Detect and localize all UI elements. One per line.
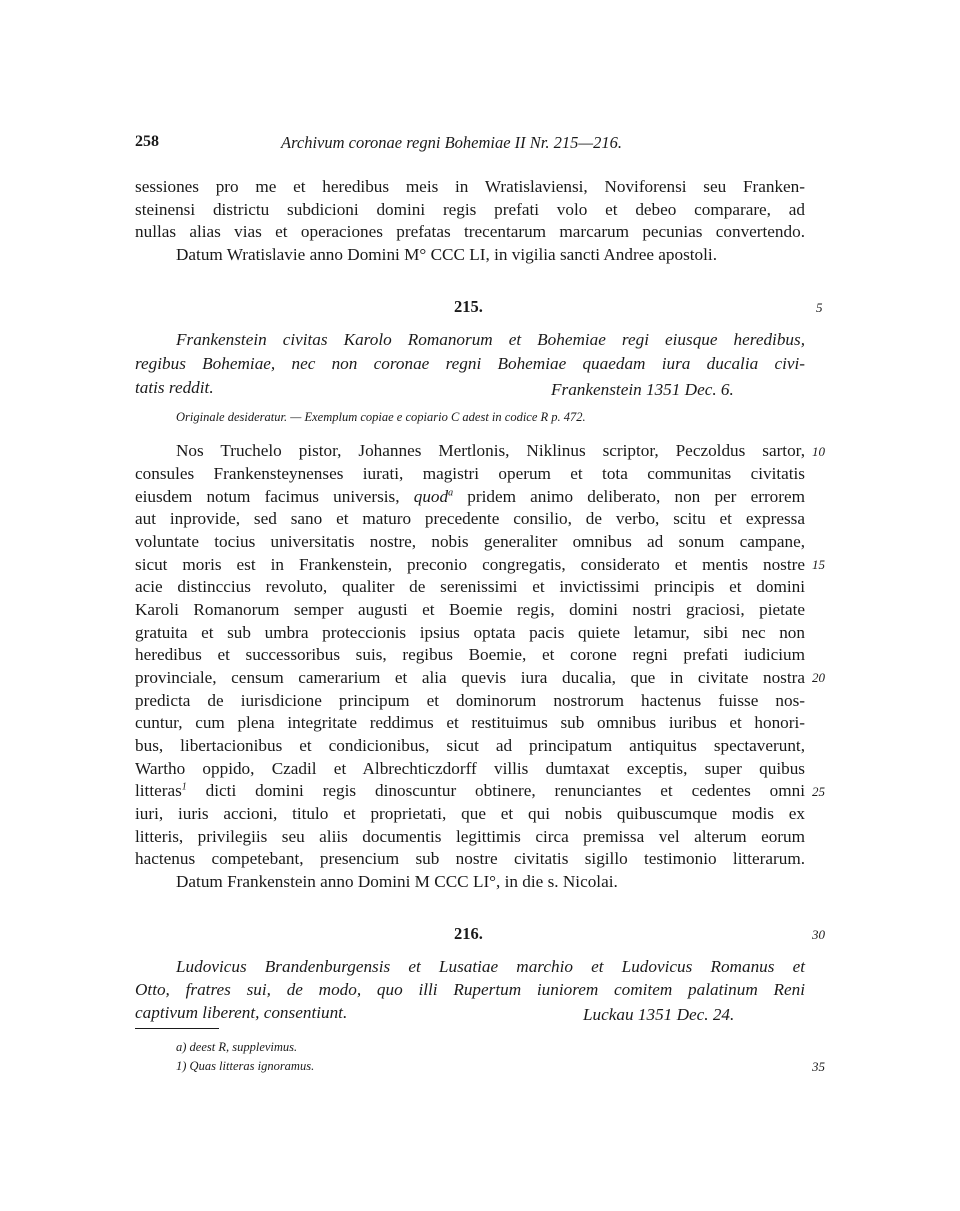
body-line: provinciale, censum camerarium et alia quevis iura ducalia, que in civitate nostra <box>135 668 805 687</box>
regest-line: captivum liberent, consentiunt. <box>135 1003 348 1022</box>
date-place: Frankenstein 1351 Dec. 6. <box>551 380 734 399</box>
document-number: 215. <box>454 297 483 316</box>
body-line: voluntate tocius universitatis nostre, nobis generaliter omnibus ad sonum campane, <box>135 532 805 551</box>
footnote-marker: 1 <box>181 781 187 793</box>
body-line: aut inprovide, sed sano et maturo precedente consilio, de verbo, scitu et expressa <box>135 509 805 528</box>
body-line: sessiones pro me et heredibus meis in Wratislaviensi, Noviforensi seu Franken- <box>135 177 805 196</box>
body-line: Wartho oppido, Czadil et Albrechticzdorff villis dumtaxat exceptis, super quibus <box>135 759 805 778</box>
body-line: gratuita et sub umbra proteccionis ipsius optata pacis quiete letamur, sibi nec non <box>135 623 805 642</box>
body-line: heredibus et successoribus suis, regibus Boemie, et corone regni prefati iudicium <box>135 645 805 664</box>
body-line: cuntur, cum plena integritate reddimus et restituimus sub omnibus iuribus et honori- <box>135 713 805 732</box>
body-line: hactenus competebant, presencium sub nostre civitatis sigillo testimonio litterarum. <box>135 849 805 868</box>
margin-line-number: 35 <box>812 1059 825 1074</box>
datum-line: Datum Wratislavie anno Domini M° CCC LI, in vigilia sancti Andree apostoli. <box>176 245 717 264</box>
body-text-italic: quod <box>413 487 449 506</box>
body-line: bus, libertacionibus et condicionibus, sicut ad principatum antiquitus spectaverunt, <box>135 736 805 755</box>
body-line: acie distinccius revoluto, qualiter de serenissimi et invictissimi principis et domini <box>135 577 805 596</box>
regest-line: Frankenstein civitas Karolo Romanorum et Bohemiae regi eiusque heredibus, <box>176 330 805 349</box>
body-line: litteris, privilegiis seu aliis documentis legittimis circa premissa vel alterum eorum <box>135 827 805 846</box>
body-text: dicti domini regis dinoscuntur obtinere, renunciantes et cedentes omni <box>186 781 805 800</box>
date-place: Luckau 1351 Dec. 24. <box>583 1005 735 1024</box>
source-note: Originale desideratur. — Exemplum copiae e copiario C adest in codice R p. 472. <box>176 410 586 424</box>
margin-line-number: 5 <box>816 300 823 315</box>
regest-line: Otto, fratres sui, de modo, quo illi Rupertum iuniorem comitem palatinum Reni <box>135 980 805 999</box>
body-line: sicut moris est in Frankenstein, preconio congregatis, considerato et mentis nostre <box>135 555 805 574</box>
regest-line: regibus Bohemiae, nec non coronae regni Bohemiae quaedam iura ducalia civi- <box>135 354 805 373</box>
body-line: consules Frankensteynenses iurati, magistri operum et tota communitas civitatis <box>135 464 805 483</box>
body-line: Nos Truchelo pistor, Johannes Mertlonis, Niklinus scriptor, Peczoldus sartor, <box>176 441 805 460</box>
margin-line-number: 10 <box>812 444 825 459</box>
margin-line-number: 25 <box>812 784 825 799</box>
footnote-marker: a <box>448 487 454 499</box>
document-number: 216. <box>454 924 483 943</box>
body-text: pridem animo deliberato, non per errorem <box>453 487 805 506</box>
body-line <box>135 780 805 803</box>
body-line: nullas alias vias et operaciones prefatas trecentarum marcarum pecunias convertendo. <box>135 222 805 241</box>
regest-line: Ludovicus Brandenburgensis et Lusatiae marchio et Ludovicus Romanus et <box>176 957 805 976</box>
body-line: predicta de iurisdicione principum et dominorum nostrorum hactenus fuisse nos- <box>135 691 805 710</box>
running-title: Archivum coronae regni Bohemiae II Nr. 215—216. <box>281 133 622 152</box>
margin-line-number: 15 <box>812 557 825 572</box>
body-line <box>135 486 805 509</box>
page-number: 258 <box>135 133 159 150</box>
regest-line: tatis reddit. <box>135 378 214 397</box>
margin-line-number: 30 <box>812 927 825 942</box>
body-line: Karoli Romanorum semper augusti et Boemie regis, domini nostri graciosi, pietate <box>135 600 805 619</box>
datum-line: Datum Frankenstein anno Domini M CCC LI°, in die s. Nicolai. <box>176 872 618 891</box>
footnote: a) deest R, supplevimus. <box>176 1040 298 1054</box>
body-line: iuri, iuris accioni, titulo et proprietati, que et qui nobis quibuscumque modis ex <box>135 804 805 823</box>
body-line: steinensi districtu subdicioni domini regis prefati volo et debeo comparare, ad <box>135 200 805 219</box>
body-text: eiusdem notum facimus universis, <box>135 487 414 506</box>
footnote-rule <box>135 1028 219 1029</box>
footnote: 1) Quas litteras ignoramus. <box>176 1059 315 1073</box>
margin-line-number: 20 <box>812 670 825 685</box>
body-text: litteras <box>135 781 182 800</box>
